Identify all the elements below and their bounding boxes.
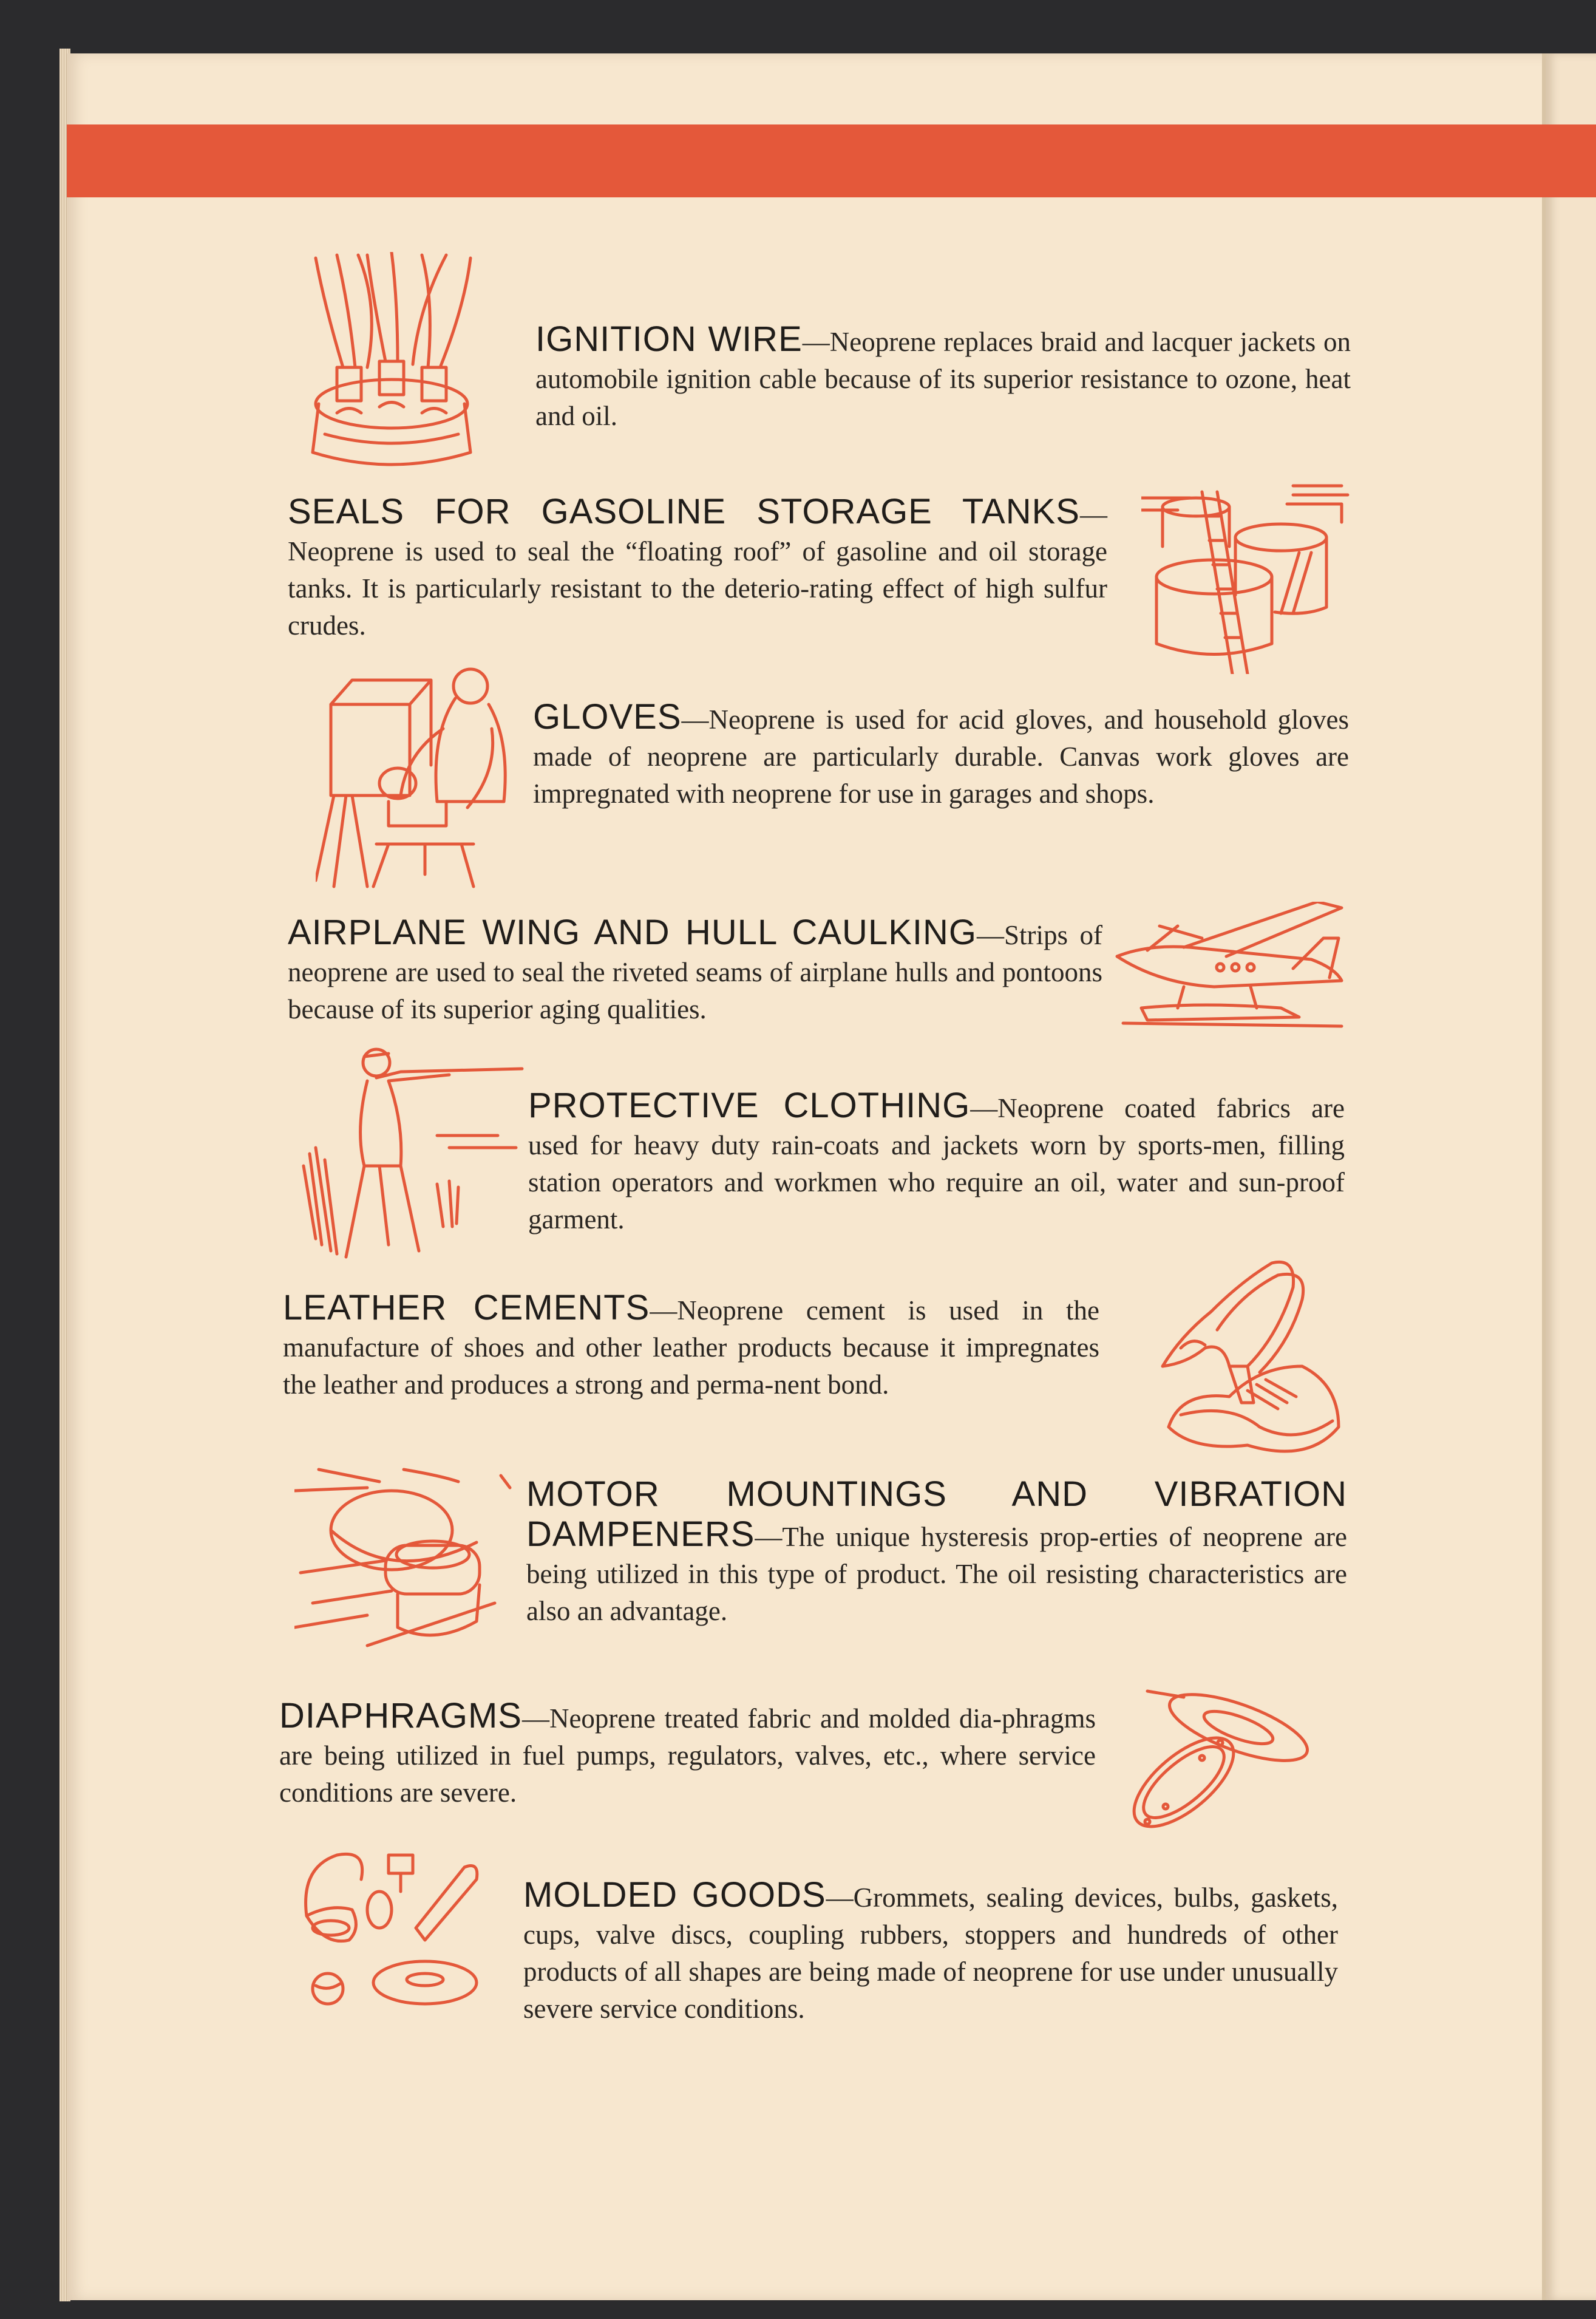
section-ignition-wire — [535, 321, 1351, 435]
hunter-icon — [297, 1044, 525, 1260]
section-heading: IGNITION WIRE — [535, 319, 803, 359]
section-heading: AIRPLANE WING AND HULL CAULKING — [288, 913, 977, 952]
section-text: —The unique hysteresis prop-erties of neoprene are being utilized in this type of product. The oil resisting characteristics are also an advantage. — [526, 1522, 1347, 1626]
section-airplane — [288, 914, 1102, 1028]
section-heading: MOTOR MOUNTINGS AND VIBRATION DAMPENERS — [526, 1474, 1347, 1554]
header-band — [67, 124, 1596, 197]
section-text: —Neoprene is used for acid gloves, and household gloves made of neoprene are particularly durable. Canvas work gloves are impregnated with neoprene for use in garages and shops. — [533, 704, 1349, 809]
section-text: —Neoprene replaces braid and lacquer jackets on automobile ignition cable because of its superior resistance to ozone, heat and oil. — [535, 327, 1351, 431]
section-diaphragms — [279, 1697, 1096, 1811]
section-molded-goods — [523, 1876, 1338, 2028]
section-heading: GLOVES — [533, 697, 682, 737]
section-text: —Neoprene coated fabrics are used for heavy duty rain-coats and jackets worn by sports-men, filling station operators and workmen who require an oil, water and sun-proof garment. — [528, 1093, 1345, 1234]
ignition-wire-icon — [301, 252, 483, 468]
section-storage-tanks — [288, 493, 1107, 644]
section-heading: SEALS FOR GASOLINE STORAGE TANKS — [288, 492, 1080, 531]
seaplane-icon — [1111, 902, 1348, 1029]
section-gloves — [533, 698, 1349, 812]
section-text: —Neoprene cement is used in the manufacture of shoes and other leather products because it impregnates the leather and produces a strong and perma-nent bond. — [283, 1295, 1099, 1400]
facing-page-edge — [1542, 53, 1596, 2300]
motor-mount-icon — [294, 1463, 516, 1655]
diaphragm-icon — [1123, 1685, 1323, 1831]
section-heading: LEATHER CEMENTS — [283, 1288, 650, 1327]
section-leather-cements — [283, 1289, 1099, 1403]
section-motor-mountings — [526, 1476, 1347, 1630]
molded-parts-icon — [294, 1843, 486, 2013]
shoes-icon — [1156, 1245, 1345, 1463]
section-heading: PROTECTIVE CLOTHING — [528, 1086, 971, 1125]
section-heading: DIAPHRAGMS — [279, 1696, 522, 1735]
section-heading: MOLDED GOODS — [523, 1875, 826, 1915]
section-text: —Neoprene treated fabric and molded dia-phragms are being utilized in fuel pumps, regulators, valves, etc., where service conditions are severe. — [279, 1703, 1096, 1808]
storage-tanks-icon — [1141, 474, 1351, 674]
section-text: — Neoprene is used to seal the “floating roof” of gasoline and oil storage tanks. It is particularly resistant to the deterio-rating effect of high sulfur crudes. — [288, 499, 1107, 641]
section-text: —Grommets, sealing devices, bulbs, gaskets, cups, valve discs, coupling rubbers, stoppers and hundreds of other products of all shapes are being made of neoprene for use under unusually severe service conditions. — [523, 1882, 1338, 2024]
glove-worker-icon — [316, 662, 513, 893]
section-text: —Strips of neoprene are used to seal the riveted seams of airplane hulls and pontoons because of its superior aging qualities. — [288, 920, 1103, 1024]
section-protective-clothing — [528, 1087, 1345, 1238]
